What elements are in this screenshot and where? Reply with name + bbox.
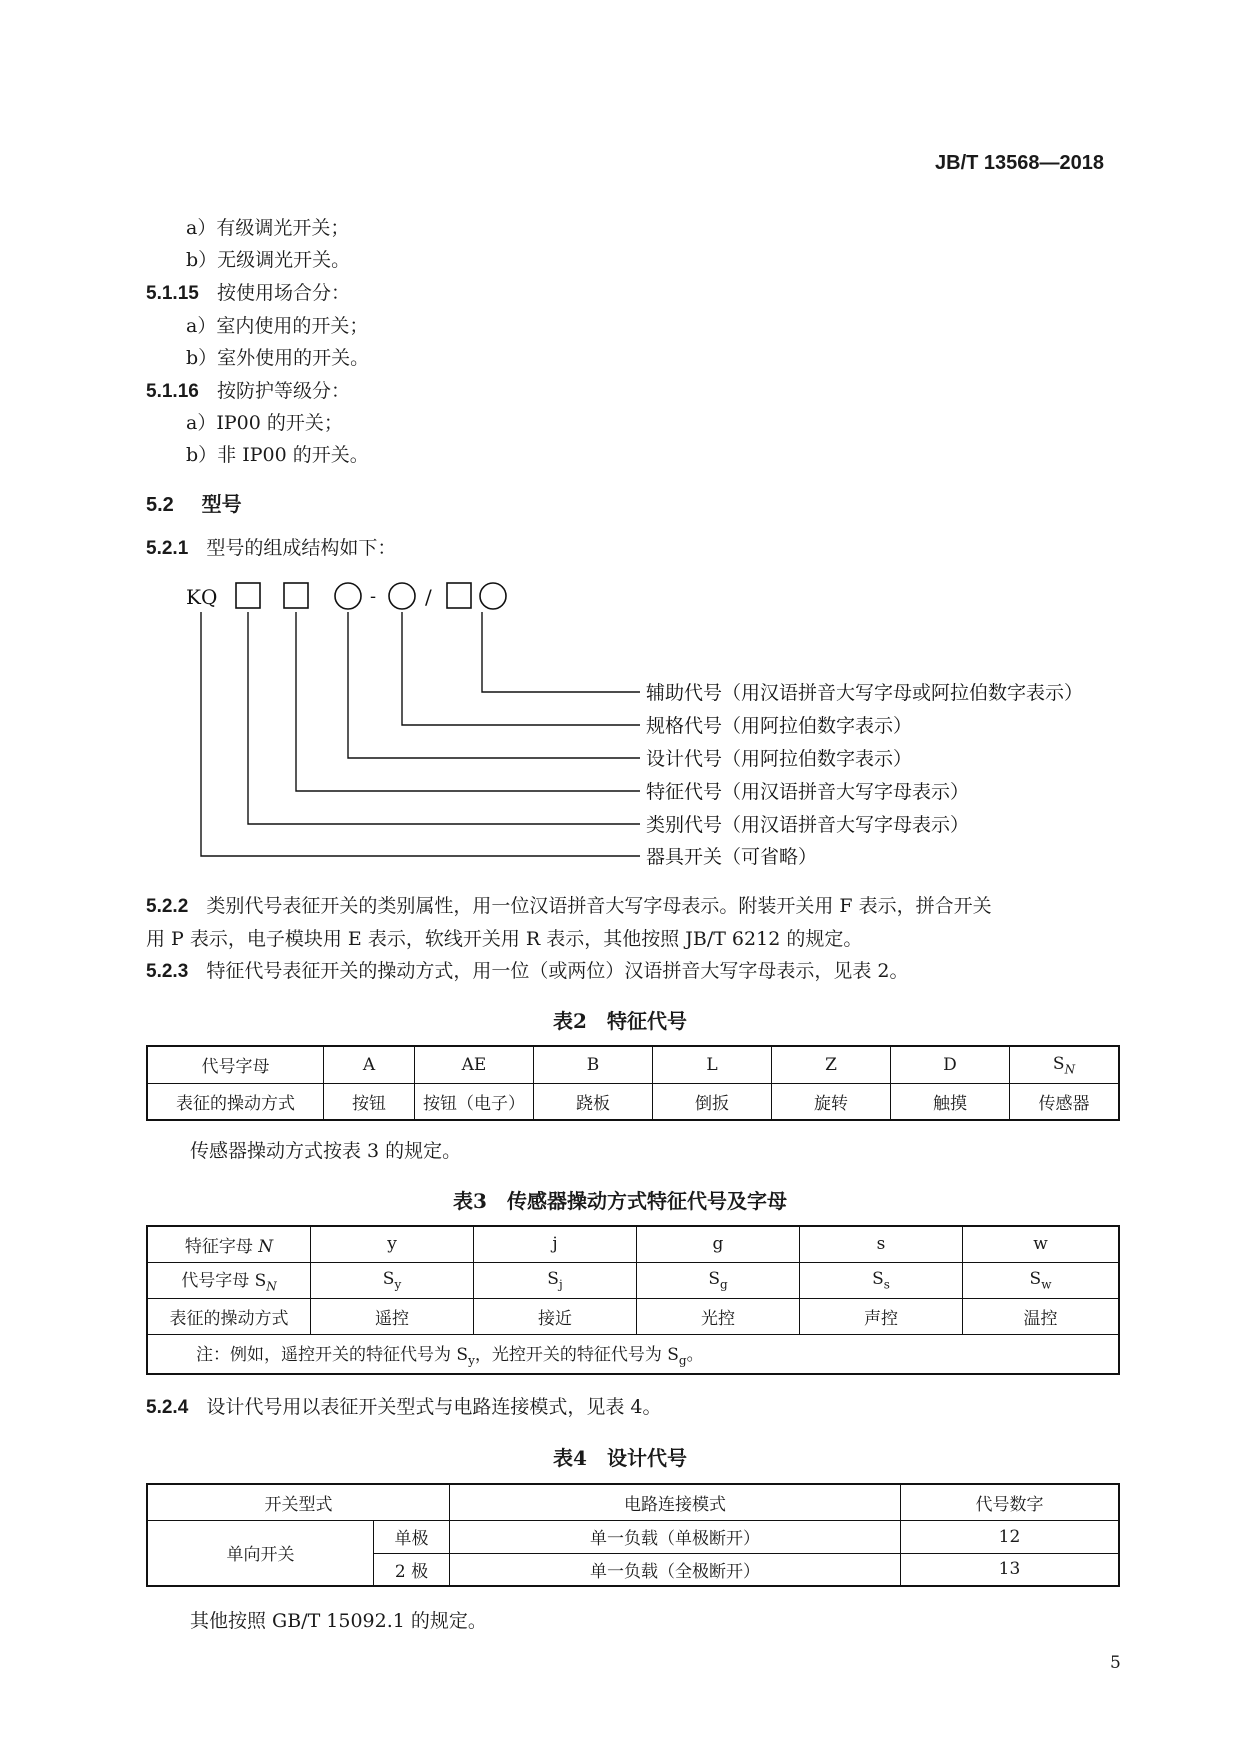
aux-code-box (447, 583, 471, 608)
table-header-cell: 表征的操动方式 (147, 1083, 324, 1120)
clause-text: 按使用场合分： (216, 282, 350, 304)
note-text: 。 (686, 1345, 704, 1366)
note-text: 注：例如，遥控开关的特征代号为 S (196, 1345, 469, 1366)
table-row (147, 1083, 1119, 1120)
table-cell: 接近 (474, 1298, 637, 1334)
list-item: a）IP00 的开关； (186, 412, 343, 434)
table-cell: 旋转 (772, 1083, 891, 1120)
table-header-cell: 表征的操动方式 (147, 1298, 311, 1334)
spec-code-circle (389, 583, 415, 609)
label-spec-code: 规格代号（用阿拉伯数字表示） (646, 715, 913, 737)
table-cell (637, 1262, 800, 1298)
cell-subscript: g (719, 1277, 728, 1292)
table-cell: 13 (901, 1553, 1120, 1586)
leader-lines (201, 612, 640, 856)
table-row (147, 1046, 1119, 1083)
note-subscript: g (678, 1353, 687, 1368)
table-row (147, 1334, 1119, 1374)
clause-text: 设计代号用以表征开关型式与电路连接模式，见表 4。 (206, 1396, 662, 1418)
table-cell: 倒扳 (653, 1083, 772, 1120)
table-cell: 声控 (800, 1298, 963, 1334)
table-row (147, 1262, 1119, 1298)
table-cell: 12 (901, 1520, 1120, 1553)
table-cell: 触摸 (891, 1083, 1010, 1120)
table-header-cell: 代号字母 (147, 1046, 324, 1083)
cell-subscript: N (1064, 1061, 1076, 1076)
table-cell: 单向开关 (147, 1520, 374, 1586)
table-2-caption: 表2 特征代号 (553, 1009, 687, 1033)
label-aux-code: 辅助代号（用汉语拼音大写字母或阿拉伯数字表示） (646, 682, 1084, 704)
clause-number: 5.2.2 (146, 896, 189, 917)
clause-text: 按防护等级分： (216, 380, 350, 402)
table-cell: L (653, 1046, 772, 1083)
table-cell: w (963, 1226, 1120, 1262)
table-cell: 按钮 (324, 1083, 415, 1120)
table-cell (474, 1262, 637, 1298)
table-2 (146, 1045, 1120, 1121)
table-3 (146, 1225, 1120, 1375)
label-appliance-switch: 器具开关（可省略） (646, 846, 818, 868)
table-4-caption: 表4 设计代号 (553, 1446, 687, 1470)
cell-main: S (382, 1268, 395, 1289)
cell-main: S (1029, 1268, 1042, 1289)
sensor-note: 传感器操动方式按表 3 的规定。 (190, 1140, 462, 1162)
clause-number: 5.2.3 (146, 961, 189, 982)
clause-text: 类别代号表征开关的类别属性，用一位汉语拼音大写字母表示。附装开关用 F 表示，拼合开关 (206, 895, 992, 917)
list-item: a）室内使用的开关； (186, 315, 369, 337)
table-cell: 传感器 (1010, 1083, 1120, 1120)
clause-text-continued: 用 P 表示，电子模块用 E 表示，软线开关用 R 表示，其他按照 JB/T 6212 的规定。 (146, 928, 863, 950)
cell-subscript: N (266, 1279, 277, 1294)
table-row (147, 1520, 1119, 1553)
table-cell: j (474, 1226, 637, 1262)
table-cell (963, 1262, 1120, 1298)
table-cell: s (800, 1226, 963, 1262)
table-cell: 单一负载（单极断开） (450, 1520, 901, 1553)
section-number: 5.2 (146, 494, 174, 516)
cell-main: 特征字母 (184, 1236, 259, 1257)
table-cell: D (891, 1046, 1010, 1083)
clause-number: 5.2.4 (146, 1397, 189, 1418)
table-cell: g (637, 1226, 800, 1262)
note-subscript: y (468, 1353, 475, 1368)
standard-number: JB/T 13568—2018 (935, 152, 1105, 174)
list-item: b）无级调光开关。 (186, 249, 351, 271)
model-prefix: KQ (186, 585, 218, 609)
label-category-code: 类别代号（用汉语拼音大写字母表示） (646, 814, 970, 836)
cell-main: S (708, 1268, 720, 1289)
table-cell: 单一负载（全极断开） (450, 1553, 901, 1586)
model-slash: / (425, 585, 432, 609)
model-dash: - (370, 586, 377, 607)
cell-main: 代号字母 S (181, 1271, 267, 1292)
clause-5-2-2 (146, 893, 992, 920)
label-design-code: 设计代号（用阿拉伯数字表示） (646, 748, 913, 770)
list-item: b）室外使用的开关。 (186, 347, 370, 369)
clause-5-2-4 (146, 1394, 662, 1421)
table-cell: 温控 (963, 1298, 1120, 1334)
clause-text: 型号的组成结构如下： (206, 537, 397, 559)
list-item: a）有级调光开关； (186, 217, 350, 239)
table-cell (800, 1262, 963, 1298)
table-note (147, 1334, 1119, 1374)
cell-italic: N (258, 1236, 274, 1257)
clause-number: 5.1.16 (146, 381, 199, 402)
page-number: 5 (1110, 1653, 1121, 1673)
table-cell: B (534, 1046, 653, 1083)
feature-code-box (284, 583, 308, 608)
table-cell (1010, 1046, 1120, 1083)
table-cell: 遥控 (311, 1298, 474, 1334)
table-row (147, 1484, 1119, 1520)
category-code-box (236, 583, 260, 608)
table-row (147, 1226, 1119, 1262)
table-header-cell: 开关型式 (147, 1484, 450, 1520)
table-cell: AE (415, 1046, 534, 1083)
cell-subscript: j (558, 1277, 563, 1292)
aux-code-circle (480, 583, 506, 609)
clause-text: 特征代号表征开关的操动方式，用一位（或两位）汉语拼音大写字母表示，见表 2。 (206, 960, 909, 982)
table-cell: A (324, 1046, 415, 1083)
table-4 (146, 1483, 1120, 1587)
clause-5-2-3 (146, 958, 909, 985)
table-header-cell: 代号数字 (901, 1484, 1120, 1520)
section-title: 型号 (201, 492, 242, 516)
cell-subscript: s (883, 1277, 890, 1292)
table-cell: 跷板 (534, 1083, 653, 1120)
table-cell: 单极 (374, 1520, 450, 1553)
table-header-cell (147, 1226, 311, 1262)
table-header-cell (147, 1262, 311, 1298)
design-code-circle (335, 583, 361, 609)
cell-main: S (872, 1268, 884, 1289)
cell-main: S (1052, 1053, 1065, 1074)
other-note: 其他按照 GB/T 15092.1 的规定。 (190, 1610, 487, 1632)
label-feature-code: 特征代号（用汉语拼音大写字母表示） (646, 781, 970, 803)
table-row (147, 1298, 1119, 1334)
clause-number: 5.2.1 (146, 538, 189, 559)
table-cell (311, 1262, 474, 1298)
table-cell: 按钮（电子） (415, 1083, 534, 1120)
table-header-cell: 电路连接模式 (450, 1484, 901, 1520)
cell-subscript: y (394, 1277, 402, 1292)
clause-number: 5.1.15 (146, 283, 199, 304)
table-cell: 2 极 (374, 1553, 450, 1586)
cell-main: S (547, 1268, 559, 1289)
note-text: ，光控开关的特征代号为 S (474, 1345, 679, 1366)
cell-subscript: w (1041, 1277, 1052, 1292)
list-item: b）非 IP00 的开关。 (186, 444, 369, 466)
table-3-caption: 表3 传感器操动方式特征代号及字母 (453, 1189, 787, 1213)
table-cell: y (311, 1226, 474, 1262)
table-cell: 光控 (637, 1298, 800, 1334)
table-cell: Z (772, 1046, 891, 1083)
